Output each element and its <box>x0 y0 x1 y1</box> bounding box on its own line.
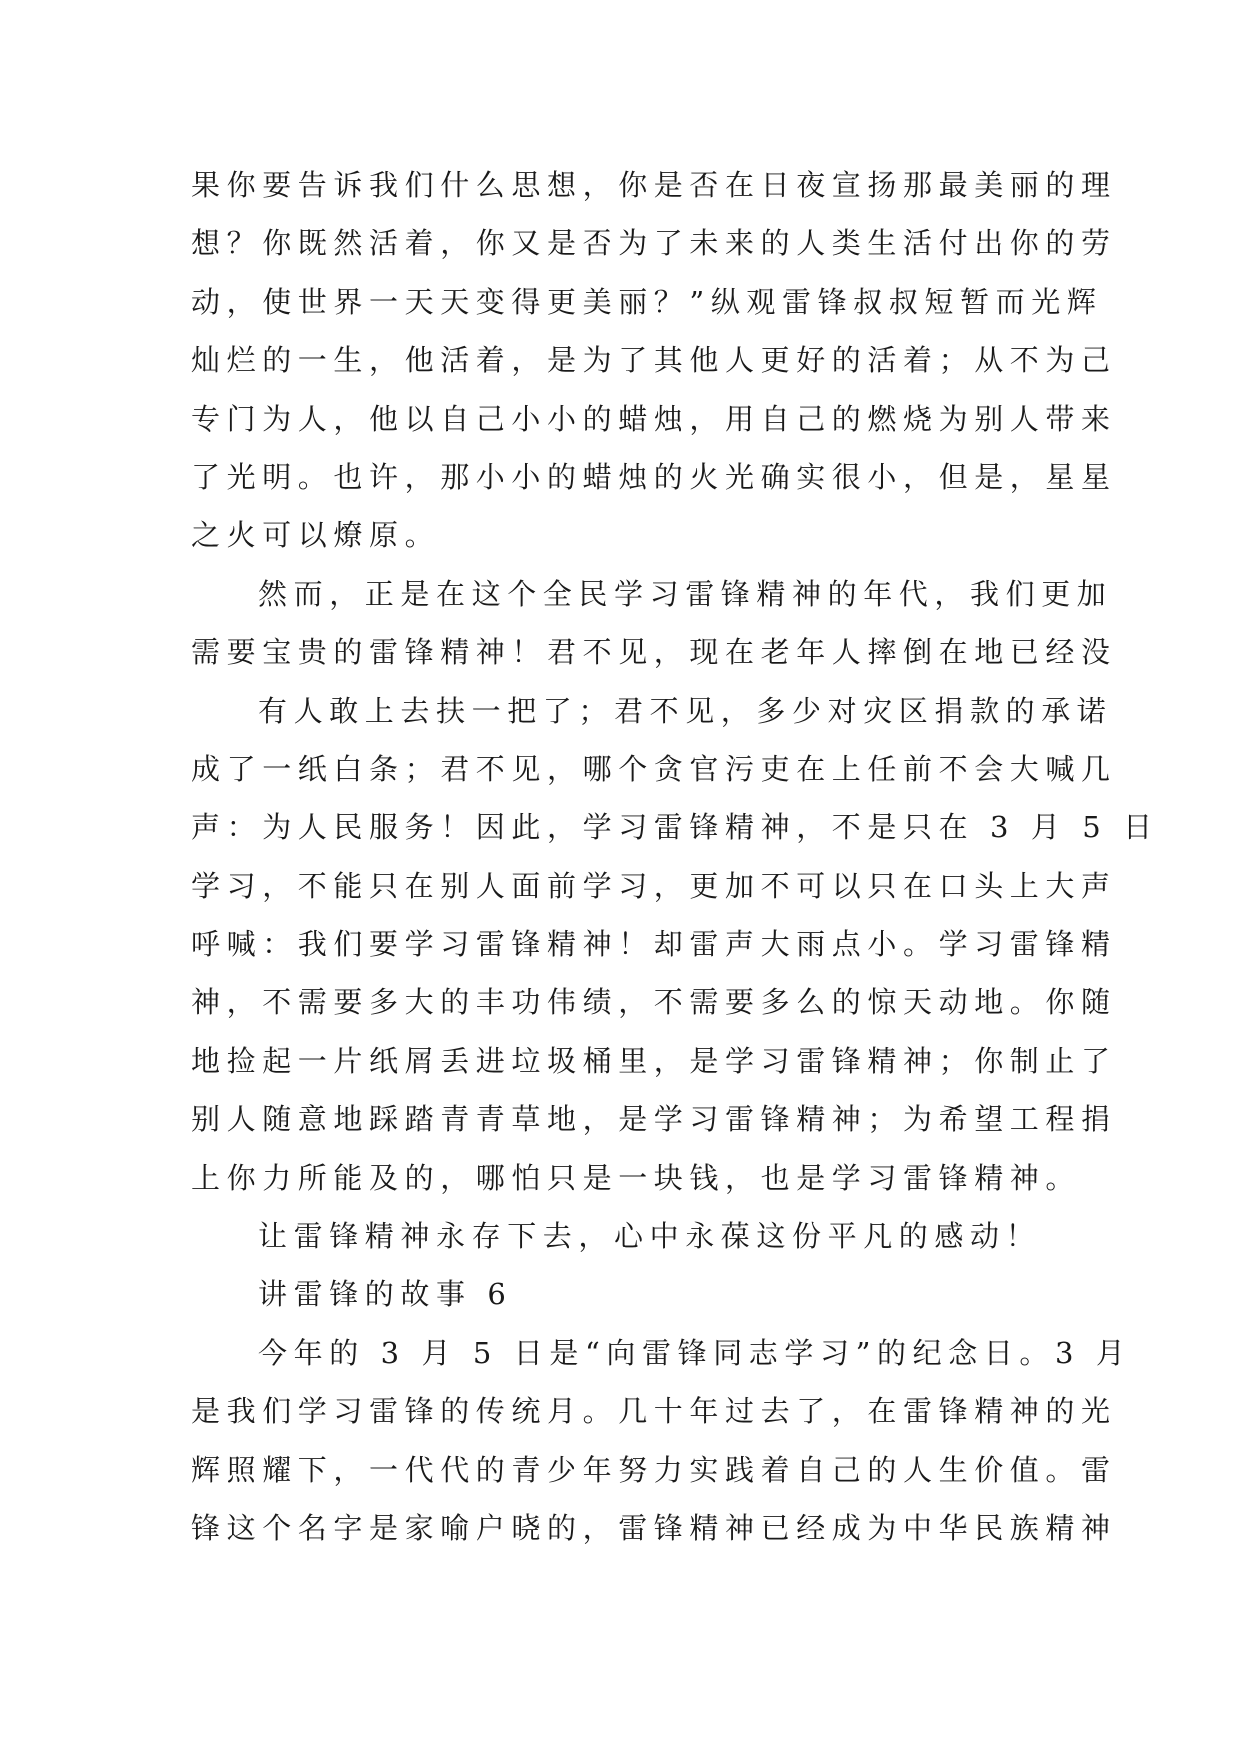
text-line: 然而，正是在这个全民学习雷锋精神的年代，我们更加 <box>258 576 1113 611</box>
text-line: 神，不需要多大的丰功伟绩，不需要多么的惊天动地。你随 <box>191 985 1117 1020</box>
text-line: 锋这个名字是家喻户晓的，雷锋精神已经成为中华民族精神 <box>191 1510 1117 1545</box>
text-line: 成了一纸白条；君不见，哪个贪官污吏在上任前不会大喊几 <box>191 751 1117 786</box>
text-line: 声：为人民服务！因此，学习雷锋精神，不是只在 3 月 5 日 <box>191 810 1159 845</box>
paragraph-1 <box>191 156 1117 565</box>
paragraph-2 <box>191 565 1117 682</box>
text-line: 动，使世界一天天变得更美丽？”纵观雷锋叔叔短暂而光辉 <box>191 284 1103 319</box>
text-line: 灿烂的一生，他活着，是为了其他人更好的活着；从不为己 <box>191 343 1117 378</box>
paragraph-6 <box>191 1324 1132 1558</box>
paragraph-4 <box>191 1207 1053 1265</box>
text-line: 今年的 3 月 5 日是“向雷锋同志学习”的纪念日。3 月 <box>258 1335 1132 1370</box>
text-line: 别人随意地踩踏青青草地，是学习雷锋精神；为希望工程捐 <box>191 1102 1117 1137</box>
paragraph-3 <box>191 682 1159 1208</box>
section-heading <box>191 1265 1053 1323</box>
text-line: 上你力所能及的，哪怕只是一块钱，也是学习雷锋精神。 <box>191 1160 1082 1195</box>
text-line: 了光明。也许，那小小的蜡烛的火光确实很小，但是，星星 <box>191 459 1117 494</box>
text-line: 地捡起一片纸屑丢进垃圾桶里，是学习雷锋精神；你制止了 <box>191 1043 1117 1078</box>
text-line: 让雷锋精神永存下去，心中永葆这份平凡的感动！ <box>258 1219 1042 1254</box>
text-line: 有人敢上去扶一把了；君不见，多少对灾区捐款的承诺 <box>258 693 1113 728</box>
text-line: 需要宝贵的雷锋精神！君不见，现在老年人摔倒在地已经没 <box>191 635 1117 670</box>
heading-line: 讲雷锋的故事 6 <box>258 1277 513 1312</box>
text-line: 学习，不能只在别人面前学习，更加不可以只在口头上大声 <box>191 868 1117 903</box>
document-body <box>191 156 1159 1557</box>
text-line: 是我们学习雷锋的传统月。几十年过去了，在雷锋精神的光 <box>191 1394 1117 1429</box>
text-line: 之火可以燎原。 <box>191 518 441 553</box>
text-line: 果你要告诉我们什么思想，你是否在日夜宣扬那最美丽的理 <box>191 168 1117 202</box>
text-line: 呼喊：我们要学习雷锋精神！却雷声大雨点小。学习雷锋精 <box>191 927 1117 962</box>
text-line: 想？你既然活着，你又是否为了未来的人类生活付出你的劳 <box>191 226 1117 261</box>
text-line: 专门为人，他以自己小小的蜡烛，用自己的燃烧为别人带来 <box>191 401 1117 436</box>
text-line: 辉照耀下，一代代的青少年努力实践着自己的人生价值。雷 <box>191 1452 1117 1487</box>
